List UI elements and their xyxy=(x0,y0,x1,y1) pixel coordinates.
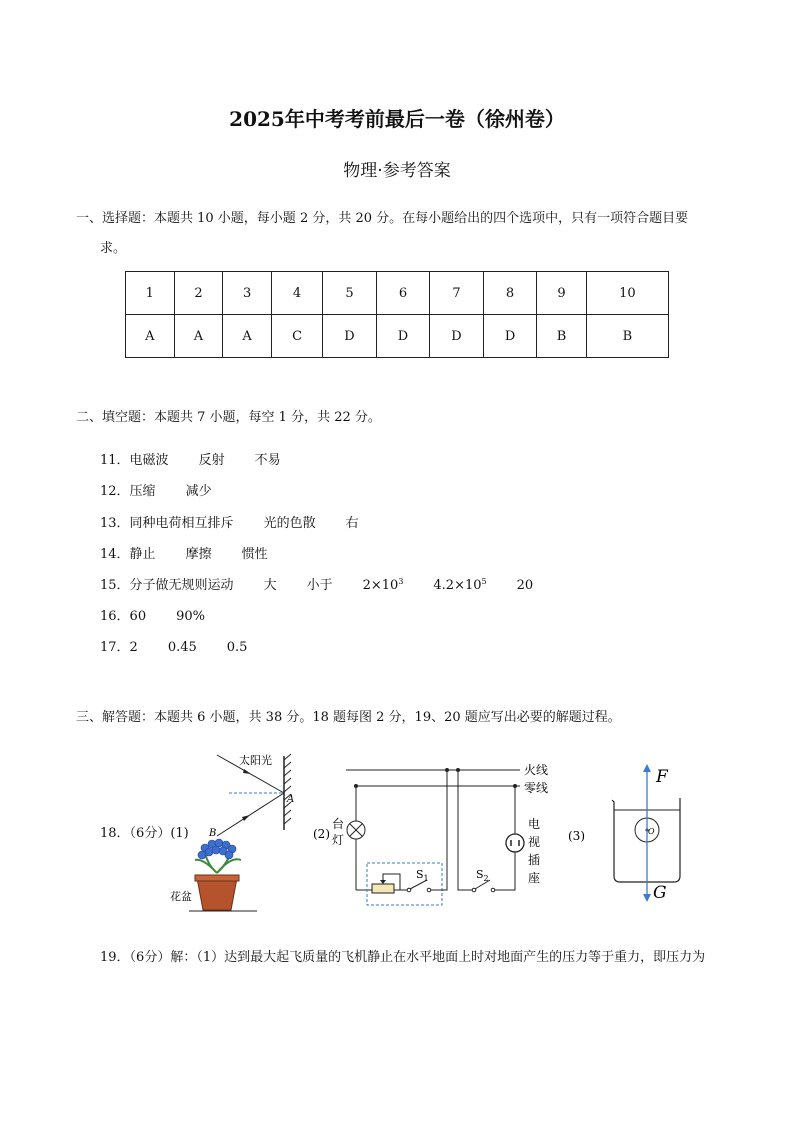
lamp-label-1: 台 xyxy=(332,817,345,831)
rheostat-icon xyxy=(372,884,394,893)
table-cell: A xyxy=(174,315,223,358)
wire xyxy=(495,852,515,890)
flower-pot xyxy=(197,878,237,910)
reflected-ray xyxy=(217,793,284,836)
answer-text: 2 xyxy=(129,640,138,655)
answer-table xyxy=(125,271,669,358)
answer-text: 摩擦 xyxy=(185,547,212,562)
answer-text: 0.5 xyxy=(226,640,248,655)
answer-exponent: 5 xyxy=(481,576,487,586)
table-cell: 1 xyxy=(126,272,175,315)
question-number: 16． xyxy=(100,609,130,624)
question-number: 11． xyxy=(100,453,130,468)
arrow-icon xyxy=(643,764,651,772)
beaker-outline xyxy=(612,798,680,882)
socket-icon xyxy=(506,834,524,852)
socket-label-1: 电 xyxy=(528,817,541,831)
switch-s2-label: $S_2$ xyxy=(476,868,489,883)
answer-text: 分子做无规则运动 xyxy=(129,578,234,593)
answer-value xyxy=(433,577,486,593)
force-diagram xyxy=(562,758,702,908)
force-f-label: F xyxy=(656,767,668,787)
switch-contact xyxy=(491,888,495,892)
answer-table-number-row xyxy=(126,272,669,315)
lamp-label-2: 灯 xyxy=(332,833,345,847)
answer-text: 大 xyxy=(263,578,277,593)
circuit-diagram xyxy=(310,750,560,910)
table-cell: 10 xyxy=(586,272,668,315)
table-cell: D xyxy=(430,315,484,358)
table-cell: D xyxy=(483,315,537,358)
wire xyxy=(458,770,472,890)
question-18-label: 18．（6分）(1) xyxy=(100,826,189,841)
question-number: 14． xyxy=(100,547,130,562)
answer-exponent: 3 xyxy=(398,576,404,586)
question-number: 13． xyxy=(100,516,130,531)
fire-wire-label: 火线 xyxy=(524,763,549,777)
section2-heading: 二、填空题：本题共 7 小题，每空 1 分，共 22 分。 xyxy=(76,410,381,425)
answer-text: 右 xyxy=(345,516,359,531)
table-cell: D xyxy=(376,315,430,358)
answer-line-14 xyxy=(100,543,268,562)
answer-text: 反射 xyxy=(198,453,225,468)
table-cell: A xyxy=(126,315,175,358)
pot-rim xyxy=(195,875,239,881)
answer-text: 静止 xyxy=(129,547,156,562)
arrow-icon xyxy=(243,769,251,774)
force-g-label: G xyxy=(653,883,667,903)
table-cell: 6 xyxy=(376,272,430,315)
mirror-hatch xyxy=(284,754,291,824)
table-cell: 8 xyxy=(483,272,537,315)
table-cell: 9 xyxy=(537,272,586,315)
answer-line-17 xyxy=(100,636,247,655)
section1-continuation: 求。 xyxy=(100,241,127,256)
question-number: 12． xyxy=(100,484,130,499)
answer-text: 压缩 xyxy=(129,484,156,499)
page-title: 2025年中考考前最后一卷（徐州卷） xyxy=(229,107,565,131)
arrow-icon xyxy=(643,894,651,902)
table-cell: 7 xyxy=(430,272,484,315)
question-number: 17． xyxy=(100,640,130,655)
answer-text: 光的色散 xyxy=(263,516,316,531)
answer-line-12 xyxy=(100,480,212,499)
answer-text: 20 xyxy=(516,578,534,593)
answer-text: 同种电荷相互排斥 xyxy=(129,516,234,531)
answer-line-15 xyxy=(100,574,533,593)
answer-line-11 xyxy=(100,449,281,468)
center-o-label: O xyxy=(648,827,655,836)
table-cell: B xyxy=(537,315,586,358)
section3-heading: 三、解答题：本题共 6 小题，共 38 分。18 题每图 2 分，19、20 题应写出必要的解题过程。 xyxy=(76,710,621,725)
point-a-label: A xyxy=(287,794,295,805)
flower-icon xyxy=(195,839,241,873)
table-cell: D xyxy=(323,315,377,358)
reflection-diagram xyxy=(165,748,310,916)
table-cell: 5 xyxy=(323,272,377,315)
socket-label-3: 插 xyxy=(528,853,541,867)
table-cell: B xyxy=(586,315,668,358)
table-cell: 4 xyxy=(271,272,322,315)
section1-heading: 一、选择题：本题共 10 小题，每小题 2 分，共 20 分。在每小题给出的四个选项中，只有一项符合题目要 xyxy=(76,211,689,226)
answer-table-answer-row xyxy=(126,315,669,358)
arrow-icon xyxy=(380,880,386,884)
table-cell: 2 xyxy=(174,272,223,315)
answer-text: 减少 xyxy=(185,484,212,499)
answer-text: 不易 xyxy=(254,453,281,468)
answer-line-16 xyxy=(100,605,205,624)
sunlight-label: 太阳光 xyxy=(239,754,272,767)
answer-mantissa: 4.2×10 xyxy=(433,578,482,593)
part3-label: (3) xyxy=(568,829,585,843)
table-cell: A xyxy=(223,315,272,358)
neutral-wire-label: 零线 xyxy=(524,781,549,795)
answer-text: 0.45 xyxy=(167,640,197,655)
socket-label-2: 视 xyxy=(528,835,541,849)
answer-text: 电磁波 xyxy=(129,453,169,468)
answer-mantissa: 2×10 xyxy=(362,578,399,593)
table-cell: 3 xyxy=(223,272,272,315)
answer-text: 惯性 xyxy=(241,547,268,562)
question-19-text: 19．（6分）解：（1）达到最大起飞质量的飞机静止在水平地面上时对地面产生的压力等于重力，即压力为 xyxy=(100,950,706,965)
socket-label-4: 座 xyxy=(528,871,541,885)
switch-contact xyxy=(427,888,431,892)
answer-text: 90% xyxy=(176,609,205,624)
answer-text: 小于 xyxy=(306,578,333,593)
switch-s1-label: $S_1$ xyxy=(416,868,429,883)
answer-text: 60 xyxy=(129,609,147,624)
answer-line-13 xyxy=(100,512,359,531)
point-b-label: B xyxy=(209,828,217,839)
question-number: 15． xyxy=(100,578,130,593)
part2-label: (2) xyxy=(313,827,330,841)
table-cell: C xyxy=(271,315,322,358)
wire xyxy=(431,770,447,890)
answer-value xyxy=(363,577,404,593)
arrow-icon xyxy=(242,815,250,821)
page-subtitle: 物理·参考答案 xyxy=(343,161,451,181)
pot-label: 花盆 xyxy=(170,890,192,903)
